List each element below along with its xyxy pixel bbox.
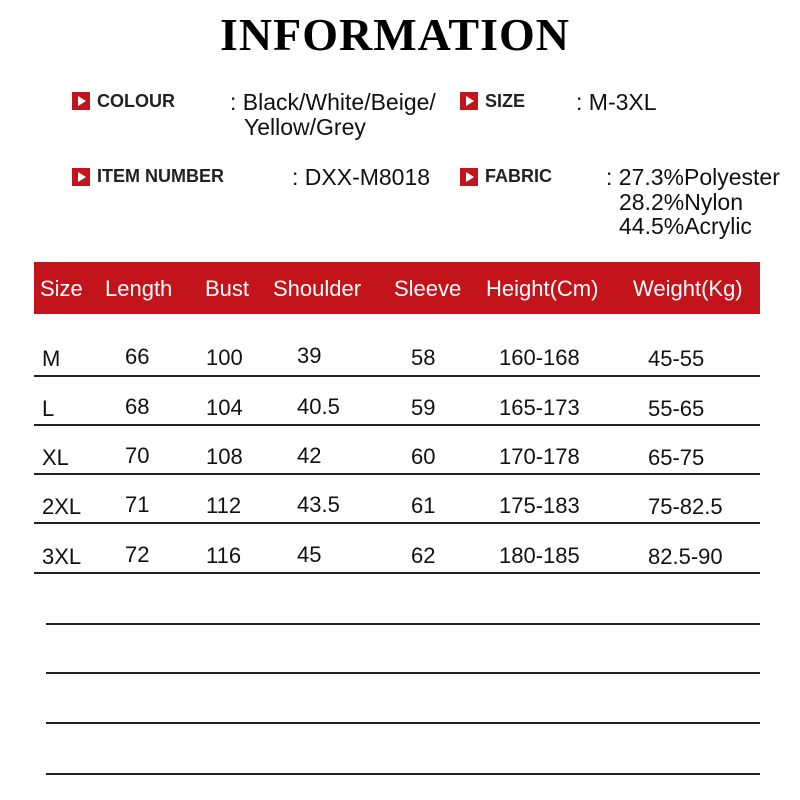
table-cell: L [42,396,55,421]
table-cell: 112 [206,493,242,518]
table-cell: 58 [411,345,436,370]
colour-value-line1: : Black/White/Beige/ [230,89,436,115]
row-divider [34,572,760,574]
table-cell: 170-178 [499,444,580,469]
table-cell: 71 [125,492,150,517]
table-cell: 60 [411,444,436,469]
fabric-value-line2: 28.2%Nylon [619,189,744,215]
blank-line [46,623,760,625]
table-cell: XL [42,445,69,470]
table-cell: 43.5 [297,492,340,517]
table-cell: 82.5-90 [648,544,723,569]
blank-line [46,672,760,674]
table-cell: 61 [411,493,436,518]
table-cell: 165-173 [499,395,580,420]
table-cell: 160-168 [499,345,580,370]
blank-line [46,773,760,775]
table-cell: 75-82.5 [648,494,723,519]
size-label: SIZE [485,91,526,111]
table-cell: 42 [297,443,322,468]
header-height: Height(Cm) [486,276,599,301]
row-divider [34,473,760,475]
table-cell: 55-65 [648,396,705,421]
size-table-header [34,262,760,314]
header-bust: Bust [205,276,250,301]
item-number-label: ITEM NUMBER [97,166,224,186]
table-cell: M [42,346,61,371]
table-cell: 72 [125,542,150,567]
table-cell: 45-55 [648,346,705,371]
header-weight: Weight(Kg) [633,276,743,301]
size-value: : M-3XL [576,89,657,115]
table-cell: 59 [411,395,436,420]
header-length: Length [105,276,173,301]
header-size: Size [40,276,83,301]
row-divider [34,375,760,377]
header-shoulder: Shoulder [273,276,362,301]
table-cell: 40.5 [297,394,340,419]
table-cell: 39 [297,343,322,368]
table-cell: 100 [206,345,243,370]
size-marker-icon [460,92,478,110]
item-number-marker-icon [72,168,90,186]
table-cell: 104 [206,395,243,420]
table-cell: 3XL [42,544,82,569]
fabric-label: FABRIC [485,166,552,186]
table-cell: 70 [125,443,150,468]
blank-line [46,722,760,724]
table-cell: 65-75 [648,445,705,470]
table-cell: 68 [125,394,150,419]
item-number-value: : DXX-M8018 [292,164,431,190]
table-cell: 62 [411,543,436,568]
table-cell: 2XL [42,494,82,519]
fabric-marker-icon [460,168,478,186]
page-title: INFORMATION [219,9,571,60]
colour-value-line2: Yellow/Grey [244,114,366,140]
fabric-value-line3: 44.5%Acrylic [619,213,752,239]
fabric-value-line1: : 27.3%Polyester [606,164,780,190]
row-divider [34,424,760,426]
table-cell: 180-185 [499,543,580,568]
table-cell: 45 [297,542,322,567]
table-cell: 175-183 [499,493,580,518]
header-sleeve: Sleeve [394,276,462,301]
table-cell: 108 [206,444,243,469]
row-divider [34,522,760,524]
colour-label: COLOUR [97,91,175,111]
table-cell: 116 [206,543,242,568]
table-cell: 66 [125,344,150,369]
colour-marker-icon [72,92,90,110]
